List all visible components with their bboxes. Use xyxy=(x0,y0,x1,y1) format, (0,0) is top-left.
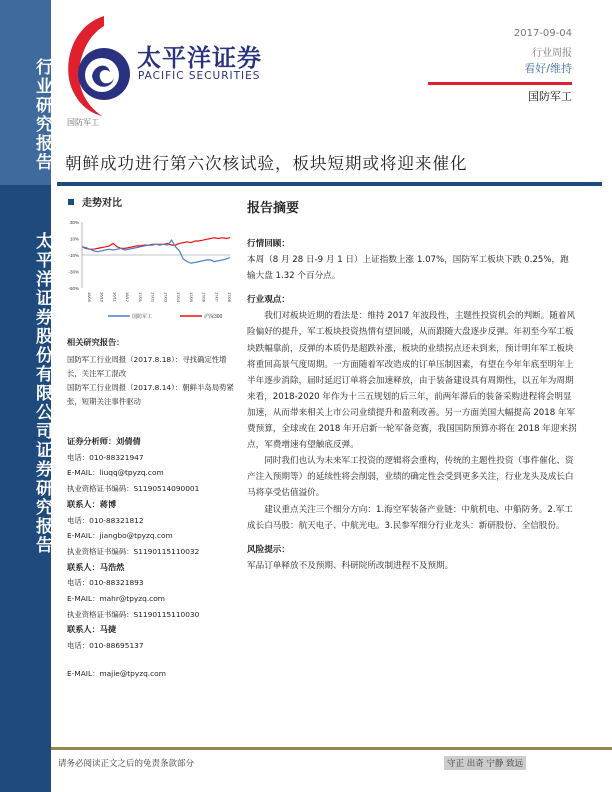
summary-body xyxy=(247,236,577,574)
x-tick-label: 17/08 xyxy=(227,292,232,303)
industry-view-p1: 我们对板块近期的看法是：维持 2017 年波段性，主题性投资机会的判断。随着风险偏好的提升，军工板块投资热情有望回暖，从而跟随大盘逐步反弹。年初至今军工板块跌幅靠前，反弹的本质仍是超跌补涨，板块的业绩拐点还未到来，预计明年军工板块将重回高景气度周期。一方面随着军改造成的订单压制因素，有望在今年年底至明年上半年逐步消除，届时延迟订单将会加速释放，由于装备建设具有周期性，以五年为周期来看，2018-2020 年作为十三五规划的后三年，前两年滞后的装备采购进程将会明显加速，从而带来相关上市公司业绩提升和盈利改善。另一方面美国大幅提高 2018 年军费预算，全球或在 2018 年开启新一轮军备竞赛，我国国防预算亦将在 2018 年迎来拐点，军费增速有望触底反弹。 xyxy=(247,311,577,451)
series-line-hs300 xyxy=(82,238,230,250)
risk-heading: 风险提示： xyxy=(247,544,290,555)
contact-phone: 电话：010-88321947 xyxy=(67,452,144,462)
title-divider xyxy=(57,182,602,186)
x-tick-label: 17/05 xyxy=(188,292,194,303)
contact-phone: 电话：010-88321893 xyxy=(67,578,144,588)
contact-phone: 电话：010-88695137 xyxy=(67,641,144,651)
logo-text-cn: 太平洋证券 xyxy=(137,44,262,72)
legend-label: 沪深300 xyxy=(204,314,223,320)
industry-label: 国防军工 xyxy=(528,90,572,103)
breadcrumb: 国防军工 xyxy=(67,118,99,127)
contact-name: 联系人：蒋博 xyxy=(67,498,117,509)
x-tick-label: 17/04 xyxy=(176,292,182,303)
market-review-text: 本周（8 月 28 日-9 月 1 日）上证指数上涨 1.07%，国防军工板块下跌 0.25%，跑输大盘 1.32 个百分点。 xyxy=(247,255,569,282)
contacts xyxy=(67,434,237,682)
legend-label: 国防军工 xyxy=(132,314,153,320)
sidebar-bottom-label: 太平洋证券股份有限公司证券研究报告 xyxy=(32,232,52,555)
contact-cert: 执业资格证书编码：S1190115110030 xyxy=(67,609,200,619)
contact-cert: 执业资格证书编码：S1190514090001 xyxy=(67,484,200,494)
contact-email[interactable]: E-MAIL：liuqq@tpyzq.com xyxy=(67,468,164,478)
x-tick-label: 17/07 xyxy=(214,292,220,303)
series-line-defense xyxy=(82,240,230,263)
x-tick-label: 16/12 xyxy=(125,292,131,303)
market-review-heading: 行情回顾： xyxy=(247,239,290,249)
footer-divider xyxy=(51,747,612,750)
contact-name: 联系人：马浩然 xyxy=(67,561,125,572)
related-item[interactable]: 国防军工行业周报（2017.8.18）：寻找确定性增长，关注军工混改 xyxy=(67,354,227,378)
x-tick-label: 16/11 xyxy=(112,292,118,302)
contact-email[interactable]: E-MAIL：jiangbo@tpyzq.com xyxy=(67,531,173,541)
related-heading: 相关研究报告： xyxy=(67,337,125,347)
trend-heading-text: 走势对比 xyxy=(82,198,122,209)
y-tick-label: -10% xyxy=(68,253,79,258)
report-date: 2017-09-04 xyxy=(513,28,572,39)
contact-cert: 执业资格证书编码：S1190115110032 xyxy=(67,546,200,556)
x-tick-label: 17/01 xyxy=(137,292,143,303)
y-tick-label: -30% xyxy=(68,269,79,275)
analyst-name: 证券分析师：刘倩倩 xyxy=(67,436,141,446)
square-bullet-icon xyxy=(68,199,74,205)
page-title: 朝鲜成功进行第六次核试验，板块短期或将迎来催化 xyxy=(65,154,468,173)
logo-text-en: PACIFIC SECURITIES xyxy=(138,70,261,82)
y-tick-label: 30% xyxy=(69,220,79,225)
contact-name: 联系人：马捷 xyxy=(67,624,117,635)
footer-disclaimer: 请务必阅读正文之后的免责条款部分 xyxy=(58,759,195,769)
summary-heading: 报告摘要 xyxy=(247,201,300,216)
risk-text: 军品订单释放不及预期、科研院所改制进程不及预期。 xyxy=(247,560,454,571)
related-research xyxy=(67,335,237,409)
footer-motto: 守正 出奇 宁静 致远 xyxy=(444,756,526,770)
y-tick-label: -50% xyxy=(68,286,79,291)
industry-view-p2: 同时我们也认为未来军工投资的逻辑将会重构，传统的主题性投资（事件催化、资产注入预期等）的延续性将会削弱，业绩的确定性会受到更多关注，行业龙头及成长白马将享受估值溢价。 xyxy=(247,456,574,499)
x-tick-label: 17/03 xyxy=(163,292,169,303)
x-tick-label: 17/06 xyxy=(201,292,207,303)
x-tick-label: 17/02 xyxy=(150,292,156,303)
contact-phone: 电话：010-88321812 xyxy=(67,515,144,525)
related-item[interactable]: 国防军工行业周报（2017.8.14）：朝鲜半岛局势紧张，短期关注事件驱动 xyxy=(67,382,234,406)
sidebar-top-label: 行业研究报告 xyxy=(32,58,52,172)
x-tick-label: 16/10 xyxy=(99,292,105,303)
x-tick-label: 16/09 xyxy=(87,292,92,303)
trend-chart xyxy=(60,212,240,324)
rating: 看好/维持 xyxy=(524,62,572,75)
industry-view-p3: 建议重点关注三个细分方向：1.海空军装备产业链：中航机电、中船防务。2.军工成长白马股：航天电子、中航光电。3.民参军细分行业龙头：新研股份、全信股份。 xyxy=(247,504,573,531)
logo-icon xyxy=(62,14,134,119)
rating-underline xyxy=(428,82,572,85)
contact-email[interactable]: E-MAIL：mahr@tpyzq.com xyxy=(67,594,165,604)
report-type: 行业周报 xyxy=(532,48,572,59)
contact-email[interactable]: E-MAIL：majie@tpyzq.com xyxy=(67,668,166,678)
trend-heading xyxy=(68,194,122,209)
industry-view-heading: 行业观点： xyxy=(247,295,290,306)
y-tick-label: 10% xyxy=(69,236,79,242)
